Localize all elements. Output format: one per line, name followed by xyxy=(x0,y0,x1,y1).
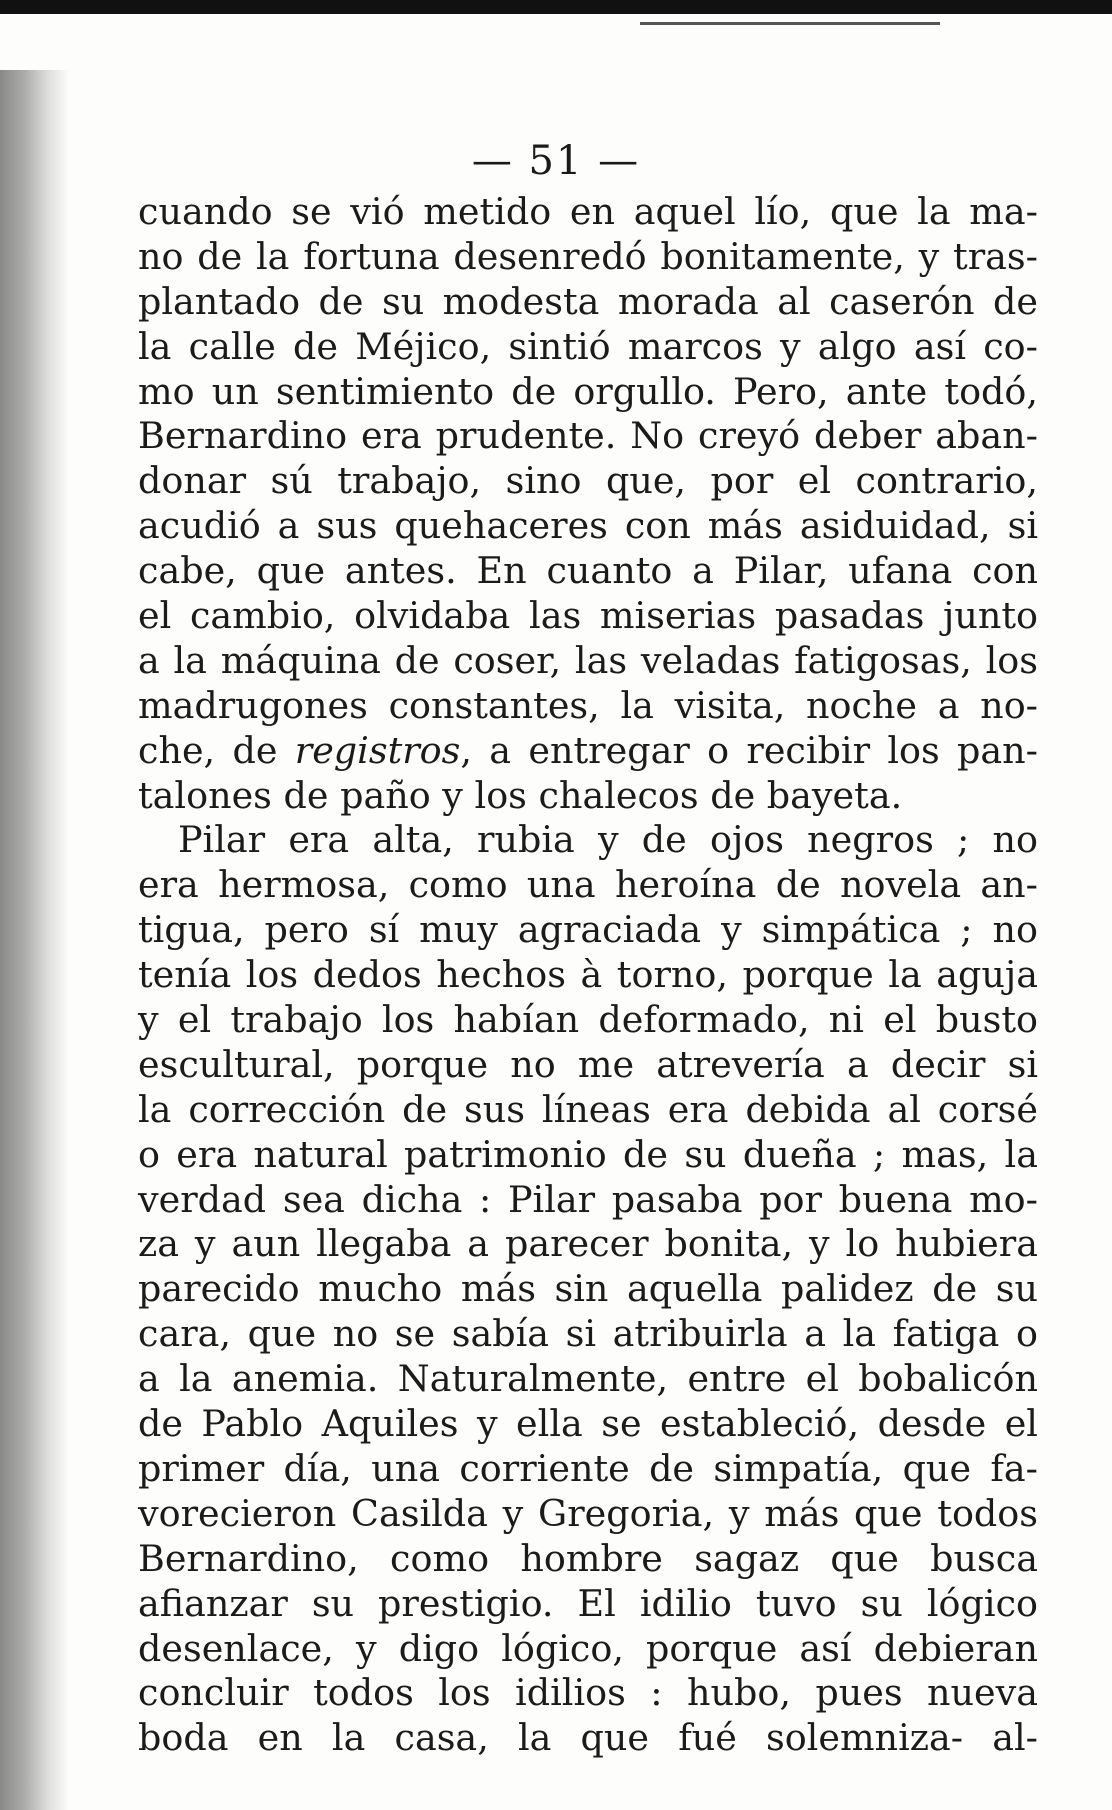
text-line: Bernardino, como hombre sagaz que busca xyxy=(138,1536,1038,1580)
text-line: la calle de Méjico, sintió marcos y algo así co- xyxy=(138,324,1038,368)
text-line: y el trabajo los habían deformado, ni el busto xyxy=(138,998,1038,1042)
text-line: desenlace, y digo lógico, porque así debieran xyxy=(138,1626,1038,1670)
text-line: escultural, porque no me atrevería a decir si xyxy=(138,1042,1038,1086)
text-line: cara, que no se sabía si atribuirla a la fatiga o xyxy=(138,1312,1038,1356)
text-line: concluir todos los idilios : hubo, pues nueva xyxy=(138,1671,1038,1715)
text-line: no de la fortuna desenredó bonitamente, y tras- xyxy=(138,234,1038,278)
text-line: boda en la casa, la que fué solemniza- al- xyxy=(138,1716,1038,1760)
text-line: mo un sentimiento de orgullo. Pero, ante todó, xyxy=(138,369,1038,413)
text-line: la corrección de sus líneas era debida al corsé xyxy=(138,1087,1038,1131)
text-line: za y aun llegaba a parecer bonita, y lo hubiera xyxy=(138,1222,1038,1266)
text-line: parecido mucho más sin aquella palidez de su xyxy=(138,1267,1038,1311)
text-line: Bernardino era prudente. No creyó deber aban- xyxy=(138,414,1038,458)
text-line: afianzar su prestigio. El idilio tuvo su lógico xyxy=(138,1581,1038,1625)
text-line: madrugones constantes, la visita, noche a no- xyxy=(138,683,1038,727)
text-line: cabe, que antes. En cuanto a Pilar, ufana con xyxy=(138,549,1038,593)
text-line: era hermosa, como una heroína de novela an- xyxy=(138,863,1038,907)
text-line: tigua, pero sí muy agraciada y simpática ; no xyxy=(138,908,1038,952)
text-line: o era natural patrimonio de su dueña ; mas, la xyxy=(138,1132,1038,1176)
text-line: plantado de su modesta morada al caserón de xyxy=(138,279,1038,323)
top-border-rule xyxy=(0,0,1112,14)
page-number: — 51 — xyxy=(471,138,641,184)
binding-shadow xyxy=(0,70,70,1810)
text-line: Pilar era alta, rubia y de ojos negros ; no xyxy=(178,818,1038,862)
text-line: acudió a sus quehaceres con más asiduidad, si xyxy=(138,504,1038,548)
text-line-with-italic: che, de registros, a entregar o recibir los pan- xyxy=(138,728,1038,772)
text-line: de Pablo Aquiles y ella se estableció, desde el xyxy=(138,1402,1038,1446)
text-line: cuando se vió metido en aquel lío, que la ma- xyxy=(138,190,1038,233)
text-line: el cambio, olvidaba las miserias pasadas junto xyxy=(138,594,1038,638)
text-line: a la máquina de coser, las veladas fatigosas, los xyxy=(138,638,1038,682)
body-text xyxy=(138,190,1038,1761)
text-line: verdad sea dicha : Pilar pasaba por buena mo- xyxy=(138,1177,1038,1221)
text-line: a la anemia. Naturalmente, entre el bobalicón xyxy=(138,1357,1038,1401)
italic-word: registros xyxy=(294,728,461,772)
top-thin-rule xyxy=(640,22,940,25)
text-line: primer día, una corriente de simpatía, que fa- xyxy=(138,1446,1038,1490)
text-line: donar sú trabajo, sino que, por el contrario, xyxy=(138,459,1038,503)
text-line: talones de paño y los chalecos de bayeta. xyxy=(138,773,903,817)
text-line: tenía los dedos hechos à torno, porque la aguja xyxy=(138,953,1038,997)
text-line: vorecieron Casilda y Gregoria, y más que todos xyxy=(138,1491,1038,1535)
